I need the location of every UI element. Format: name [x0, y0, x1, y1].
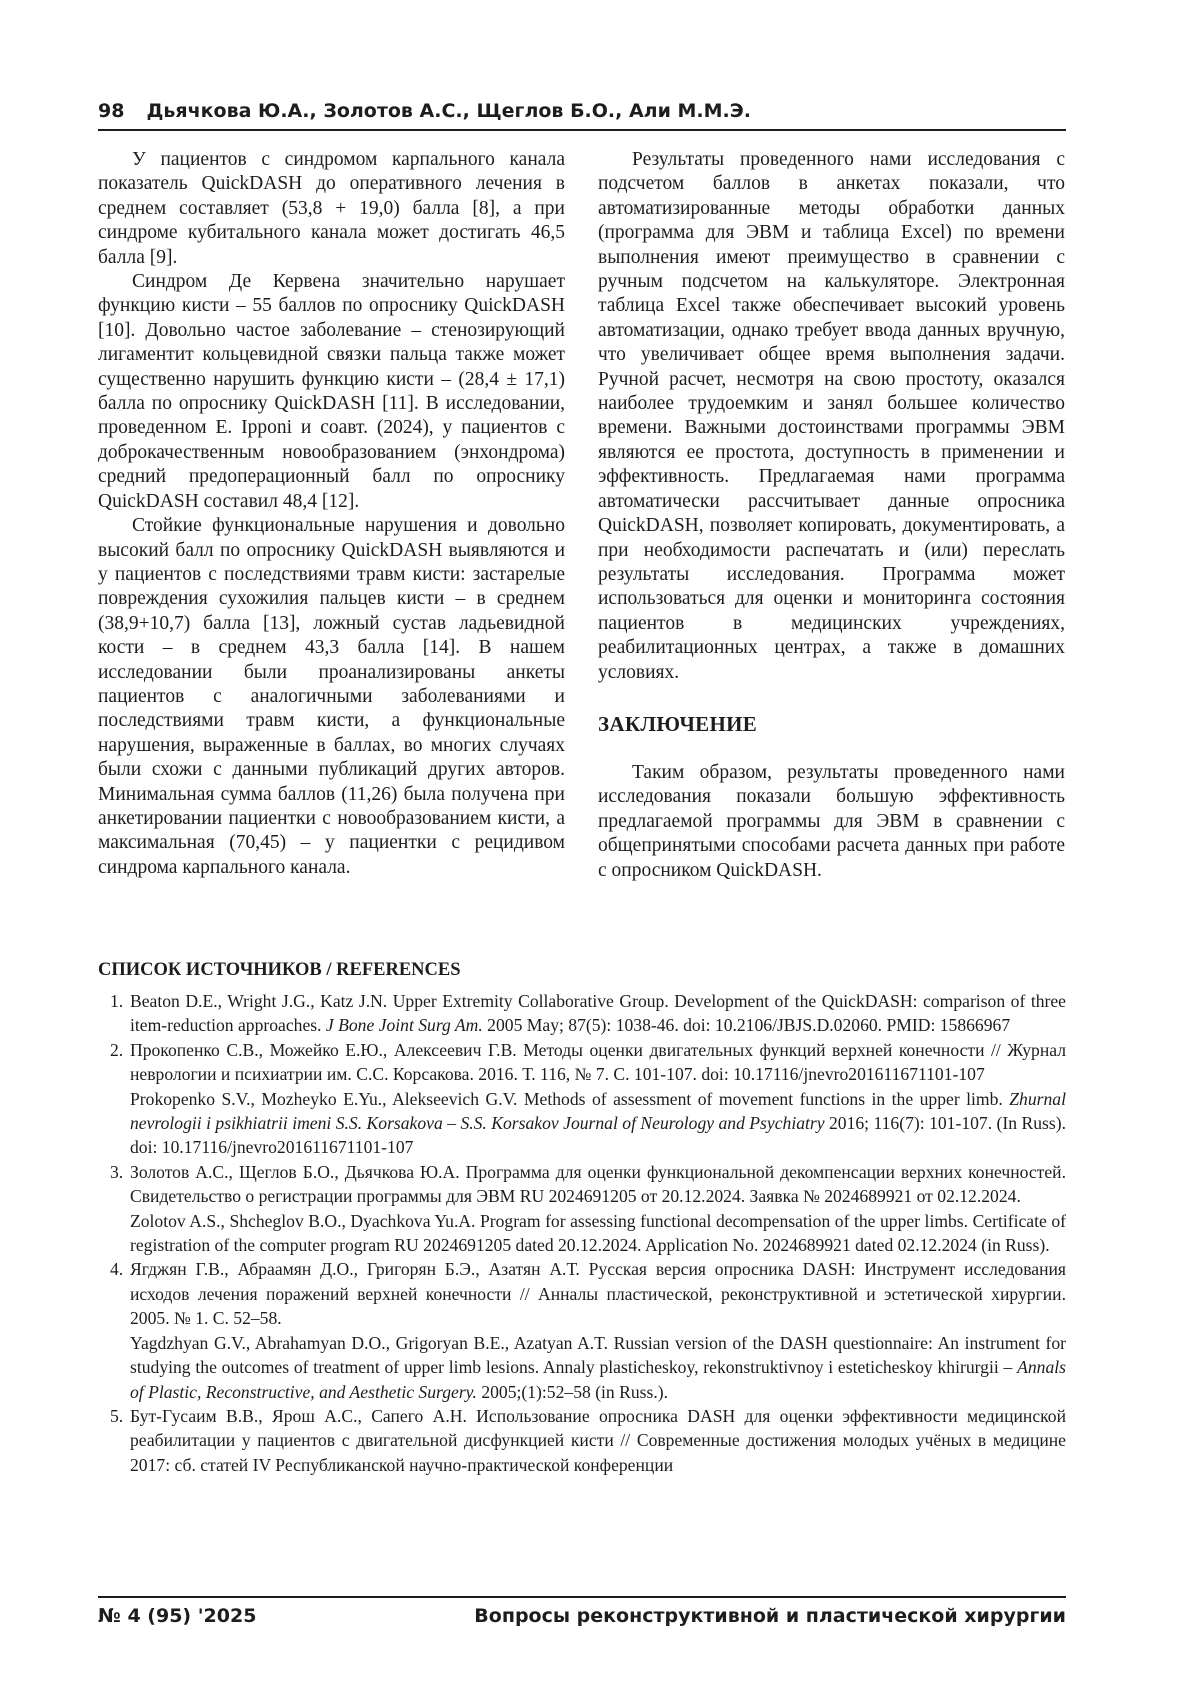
reference-text-en: Prokopenko S.V., Mozheyko E.Yu., Alekseevich G.V. Methods of assessment of movement functions in the upper limb. Zhurnal nevrologii i psikhiatrii imeni S.S. Korsakova – S.S. Korsakov Journal of Neurology and Psychiatry 2016; 116(7): 101-107. (In Russ). doi: 10.17116/jnevro201611671101-107: [130, 1088, 1066, 1158]
reference-number: 1.: [110, 991, 124, 1011]
reference-item: [98, 989, 1066, 1038]
references-list: [98, 989, 1066, 1477]
journal-name: Вопросы реконструктивной и пластической хирургии: [474, 1605, 1066, 1627]
reference-item: [98, 1404, 1066, 1477]
reference-text-ru: Прокопенко С.В., Можейко Е.Ю., Алексеевич Г.В. Методы оценки двигательных функций верхней конечности // Журнал неврологии и психиатрии им. С.С. Корсакова. 2016. Т. 116, № 7. С. 101-107. doi: 10.17116/jnevro201611671101-107: [130, 1039, 1066, 1085]
issue-number: № 4 (95) '2025: [98, 1605, 257, 1627]
reference-number: 4.: [110, 1259, 124, 1280]
journal-title: J Bone Joint Surg Am.: [325, 1015, 483, 1036]
references-heading: СПИСОК ИСТОЧНИКОВ / REFERENCES: [98, 960, 461, 980]
left-column: [98, 148, 565, 880]
reference-text-en: Yagdzhyan G.V., Abrahamyan D.O., Grigoryan B.E., Azatyan A.T. Russian version of the DASH questionnaire: An instrument for studying the outcomes of treatment of upper limb lesions. Annaly plasticheskoy, rekonstruktivnoy i esteticheskoy khirurgii – Annals of Plastic, Reconstructive, and Aesthetic Surgery. 2005;(1):52–58 (in Russ.).: [130, 1332, 1066, 1402]
reference-number: 5.: [110, 1405, 124, 1426]
body-paragraph: Синдром Де Кервена значительно нарушает функцию кисти – 55 баллов по опроснику QuickDASH [10]. Довольно частое заболевание – стенозирующий лигаментит кольцевидной связки пальца также может существенно нарушить функцию кисти – (28,4 ± 17,1) балла по опроснику QuickDASH [11]. В исследовании, проведенном E. Ipponi и соавт. (2024), у пациентов с доброкачественным новообразованием (энхондрома) средний предоперационный балл по опроснику QuickDASH составил 48,4 [12].: [98, 271, 565, 512]
references-section: [98, 958, 1066, 1477]
running-head-authors: Дьячкова Ю.А., Золотов А.С., Щеглов Б.О., Али М.М.Э.: [146, 100, 751, 122]
reference-text-en: Zolotov A.S., Shcheglov B.O., Dyachkova Yu.A. Program for assessing functional decompensation of the upper limbs. Certificate of registration of the computer program RU 2024691205 dated 20.12.2024. Application No. 2024689921 dated 02.12.2024 (in Russ).: [130, 1210, 1066, 1256]
body-paragraph: У пациентов с синдромом карпального канала показатель QuickDASH до оперативного лечения в среднем составляет (53,8 + 19,0) балла [8], а при синдроме кубитального канала может достигать 46,5 балла [9].: [98, 149, 565, 268]
reference-item: [98, 1257, 1066, 1403]
right-column: [598, 148, 1065, 883]
running-head: [98, 96, 1066, 131]
conclusion-heading: ЗАКЛЮЧЕНИЕ: [598, 711, 758, 736]
body-paragraph: Стойкие функциональные нарушения и довольно высокий балл по опроснику QuickDASH выявляются и у пациентов с последствиями травм кисти: застарелые повреждения сухожилия пальцев кисти – в среднем (38,9+10,7) балла [13], ложный сустав ладьевидной кости – в среднем 43,3 балла [14]. В нашем исследовании были проанализированы анкеты пациентов с аналогичными заболеваниями и последствиями травм кисти, а функциональные нарушения, выраженные в баллах, во многих случаях были схожи с данными публикаций других авторов. Минимальная сумма баллов (11,26) была получена при анкетировании пациентки с новообразованием кисти, а максимальная (70,45) – у пациентки с рецидивом синдрома карпального канала.: [98, 515, 565, 878]
reference-text-ru: Ягджян Г.В., Абраамян Д.О., Григорян Б.Э., Азатян А.Т. Русская версия опросника DASH: Инструмент исследования исходов лечения поражений верхней конечности // Анналы пластической, реконструктивной и эстетической хирургии. 2005. № 1. С. 52–58.: [130, 1259, 1066, 1329]
reference-item: [98, 1160, 1066, 1258]
journal-title: Annals of Plastic, Reconstructive, and Aesthetic Surgery.: [130, 1357, 1066, 1402]
reference-number: 3.: [110, 1161, 124, 1182]
body-paragraph: Результаты проведенного нами исследования с подсчетом баллов в анкетах показали, что автоматизированные методы обработки данных (программа для ЭВМ и таблица Excel) по времени выполнения имеют преимущество в сравнении с ручным подсчетом на калькуляторе. Электронная таблица Excel также обеспечивает высокий уровень автоматизации, однако требует ввода данных вручную, что увеличивает общее время выполнения задачи. Ручной расчет, несмотря на свою простоту, оказался наиболее трудоемким и занял большее количество времени. Важными достоинствами программы ЭВМ являются ее простота, доступность в применении и эффективность. Предлагаемая нами программа автоматически рассчитывает данные опросника QuickDASH, позволяет копировать, документировать, а при необходимости распечатать и (или) переслать результаты исследования. Программа может использоваться для оценки и мониторинга состояния пациентов в медицинских учреждениях, реабилитационных центрах, а также в домашних условиях.: [598, 149, 1065, 683]
page-footer: [98, 1596, 1066, 1630]
reference-text: Beaton D.E., Wright J.G., Katz J.N. Upper Extremity Collaborative Group. Development of the QuickDASH: comparison of three item-reduction approaches. J Bone Joint Surg Am. 2005 May; 87(5): 1038-46. doi: 10.2106/JBJS.D.02060. PMID: 15866967: [130, 991, 1066, 1036]
reference-text-ru: Бут-Гусаим В.В., Ярош А.С., Сапего А.Н. Использование опросника DASH для оценки эффективности медицинской реабилитации у пациентов с двигательной дисфункцией кисти // Современные достижения молодых учёных в медицине 2017: сб. статей IV Республиканской научно-практической конференции: [130, 1405, 1066, 1475]
reference-item: [98, 1038, 1066, 1160]
journal-title: Zhurnal nevrologii i psikhiatrii imeni S.S. Korsakova – S.S. Korsakov Journal of Neurology and Psychiatry: [130, 1088, 1066, 1134]
reference-text-ru: Золотов А.С., Щеглов Б.О., Дьячкова Ю.А. Программа для оценки функциональной декомпенсации верхних конечностей. Свидетельство о регистрации программы для ЭВМ RU 2024691205 от 20.12.2024. Заявка № 2024689921 от 02.12.2024.: [130, 1161, 1066, 1207]
reference-number: 2.: [110, 1039, 124, 1060]
body-paragraph: Таким образом, результаты проведенного нами исследования показали большую эффективность предлагаемой программы для ЭВМ в сравнении с общепринятыми способами расчета данных при работе с опросником QuickDASH.: [598, 761, 1065, 881]
page-number: 98: [98, 100, 125, 122]
